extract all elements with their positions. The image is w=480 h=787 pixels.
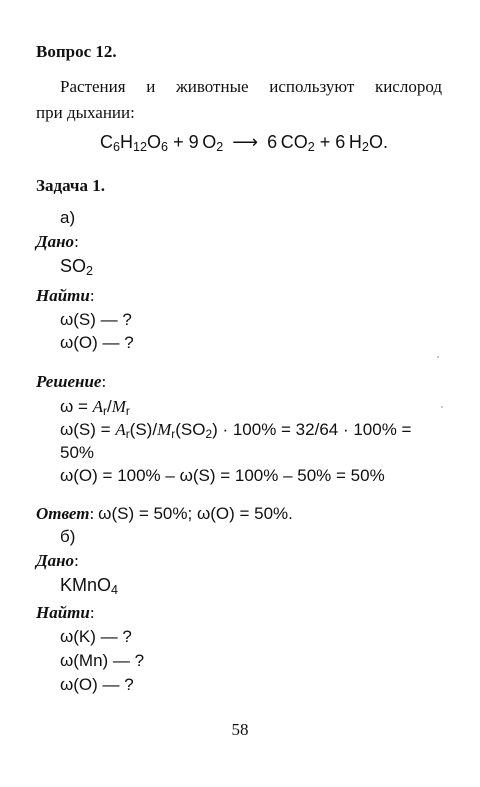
solution-label: Решение <box>36 372 102 391</box>
solution-heading: Решение: <box>36 372 107 391</box>
find-label: Найти <box>36 286 90 305</box>
given-heading-a: Дано: <box>36 232 79 251</box>
answer-label: Ответ <box>36 504 90 523</box>
find-item: ω(O) — ? <box>60 333 134 352</box>
find-item: ω(Mn) — ? <box>60 651 145 670</box>
question-text-line-2: при дыхании: <box>36 103 135 122</box>
given-heading-b: Дано: <box>36 551 79 570</box>
chemical-equation <box>100 132 388 153</box>
product-carbon-dioxide: 6 $CO_2$ <box>267 132 315 155</box>
part-a-marker: а) <box>60 208 76 227</box>
solution-line: $\omega(S) = A_r(S)/M_r(SO_2) \cdot 100\% = 32/64 \cdot 100\%$ = <box>60 420 412 441</box>
answer-line: Ответ: ω(S) = 50%; ω(O) = 50%. <box>36 504 293 523</box>
plus-sign: + <box>173 132 184 152</box>
find-item: ω(O) — ? <box>60 675 134 694</box>
given-formula-kmno4: KMnO$_4$ <box>60 575 119 598</box>
given-label: Дано <box>36 551 75 570</box>
plus-sign: + <box>319 132 331 152</box>
find-item: ω(S) — ? <box>60 310 132 329</box>
find-label: Найти <box>36 603 90 622</box>
reaction-arrow-icon: ⟶ <box>232 132 259 152</box>
part-b-marker: б) <box>60 527 76 546</box>
solution-line: $\omega = A_r/M_r$ <box>60 397 130 418</box>
scan-speck <box>441 406 443 408</box>
task-title: Задача 1. <box>36 176 105 195</box>
question-text-line-1: Растения и животные используют кислород <box>60 77 442 96</box>
question-text <box>36 74 442 126</box>
answer-text: ω(S) = 50%; ω(O) = 50%. <box>98 504 293 523</box>
find-item: ω(K) — ? <box>60 627 132 646</box>
find-heading-b: Найти: <box>36 603 95 622</box>
reactant-glucose: $C_6H_{12}O_6$ <box>100 132 169 155</box>
page-number: 58 <box>231 720 249 739</box>
solution-line: ω(O) = 100% – ω(S) = 100% – 50% = 50% <box>60 466 385 485</box>
reactant-oxygen: 9 $O_2$ <box>188 132 224 155</box>
solution-line: 50% <box>60 443 95 462</box>
question-title: Вопрос 12. <box>36 42 117 61</box>
product-water: 6 $H_2O$. <box>335 132 388 155</box>
given-formula-so2: $SO_2$ <box>60 256 94 279</box>
scan-speck <box>437 356 439 358</box>
given-label: Дано <box>36 232 75 251</box>
find-heading-a: Найти: <box>36 286 95 305</box>
